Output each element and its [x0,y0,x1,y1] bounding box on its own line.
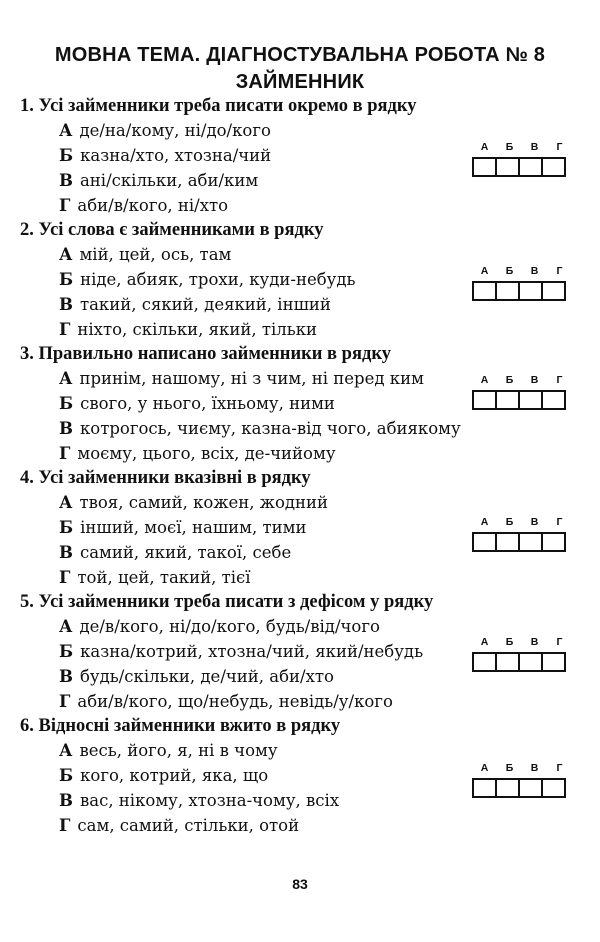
answer-label: Г [556,516,563,528]
page-number: 83 [292,876,308,892]
option-b: Б казна/хто, хтозна/чий [59,146,272,165]
answer-cell-v[interactable] [518,281,543,301]
answer-cell-b[interactable] [495,778,520,798]
option-v: В будь/скільки, де/чий, аби/хто [59,667,334,686]
answer-cell-a[interactable] [472,157,497,177]
option-b: Б кого, котрий, яка, що [59,766,269,785]
answer-cell-g[interactable] [541,652,566,672]
answer-label: Б [505,141,514,153]
answer-cell-b[interactable] [495,157,520,177]
answer-cell-v[interactable] [518,157,543,177]
option-a: А принім, нашому, ні з чим, ні перед ким [59,369,424,388]
answer-cell-a[interactable] [472,652,497,672]
option-a: А мій, цей, ось, там [59,245,232,264]
option-a: А весь, його, я, ні в чому [59,741,278,760]
answer-grid [472,762,572,798]
option-v: В такий, сякий, деякий, інший [59,295,331,314]
answer-label: Б [505,516,514,528]
option-v: В самий, який, такої, себе [59,543,292,562]
answer-cell-v[interactable] [518,778,543,798]
answer-cell-g[interactable] [541,390,566,410]
answer-cell-b[interactable] [495,390,520,410]
question-text: 1. Усі займенники треба писати окремо в рядку [20,96,417,116]
option-b: Б казна/котрий, хтозна/чий, який/небудь [59,642,424,661]
answer-label: В [530,636,539,648]
answer-label: А [480,762,489,774]
question-text: 4. Усі займенники вказівні в рядку [20,468,311,488]
answer-cell-b[interactable] [495,281,520,301]
option-a: А твоя, самий, кожен, жодний [59,493,329,512]
answer-cell-v[interactable] [518,532,543,552]
question-text: 6. Відносні займенники вжито в рядку [20,716,341,736]
question-text: 3. Правильно написано займенники в рядку [20,344,391,364]
answer-label: А [480,374,489,386]
option-g: Г ніхто, скільки, який, тільки [59,320,318,339]
answer-cell-v[interactable] [518,390,543,410]
question-text: 5. Усі займенники треба писати з дефісом у рядку [20,592,434,612]
page-title: МОВНА ТЕМА. ДІАГНОСТУВАЛЬНА РОБОТА № 8 [54,44,546,66]
answer-cell-b[interactable] [495,652,520,672]
answer-cell-v[interactable] [518,652,543,672]
answer-cell-a[interactable] [472,390,497,410]
answer-grid [472,636,572,672]
question-text: 2. Усі слова є займенниками в рядку [20,220,324,240]
answer-cell-a[interactable] [472,281,497,301]
answer-cell-a[interactable] [472,778,497,798]
question-4 [0,468,600,592]
answer-label: В [530,516,539,528]
option-a: А де/на/кому, ні/до/кого [59,121,271,140]
answer-label: В [530,762,539,774]
answer-cell-g[interactable] [541,281,566,301]
answer-label: Б [505,374,514,386]
answer-label: Б [505,265,514,277]
option-g: Г аби/в/кого, що/небудь, невідь/у/кого [59,692,393,711]
option-g: Г сам, самий, стільки, отой [59,816,300,835]
answer-label: Г [556,762,563,774]
page-subtitle: ЗАЙМЕННИК [235,71,365,93]
answer-cell-g[interactable] [541,532,566,552]
option-v: В ані/скільки, аби/ким [59,171,259,190]
option-b: Б інший, моєї, нашим, тими [59,518,307,537]
answer-label: Г [556,265,563,277]
answer-label: В [530,374,539,386]
question-1 [0,96,600,220]
option-b: Б свого, у нього, їхньому, ними [59,394,335,413]
question-3 [0,344,600,468]
answer-label: Г [556,636,563,648]
answer-cell-g[interactable] [541,778,566,798]
answer-label: В [530,265,539,277]
answer-label: Г [556,141,563,153]
option-v: В котрогось, чиєму, казна-від чого, абиякому [59,419,461,438]
option-g: Г моєму, цього, всіх, де-чийому [59,444,336,463]
answer-label: Г [556,374,563,386]
answer-grid [472,516,572,552]
option-v: В вас, нікому, хтозна-чому, всіх [59,791,340,810]
answer-label: В [530,141,539,153]
question-2 [0,220,600,344]
answer-cell-b[interactable] [495,532,520,552]
answer-grid [472,374,572,410]
answer-label: Б [505,636,514,648]
answer-cell-g[interactable] [541,157,566,177]
answer-label: А [480,636,489,648]
answer-label: А [480,516,489,528]
option-g: Г той, цей, такий, тієї [59,568,251,587]
answer-grid [472,141,572,177]
answer-label: Б [505,762,514,774]
answer-label: А [480,141,489,153]
answer-label: А [480,265,489,277]
option-a: А де/в/кого, ні/до/кого, будь/від/чого [59,617,380,636]
answer-cell-a[interactable] [472,532,497,552]
option-b: Б ніде, абияк, трохи, куди-небудь [59,270,356,289]
question-6 [0,716,600,840]
answer-grid [472,265,572,301]
option-g: Г аби/в/кого, ні/хто [59,196,229,215]
question-5 [0,592,600,716]
